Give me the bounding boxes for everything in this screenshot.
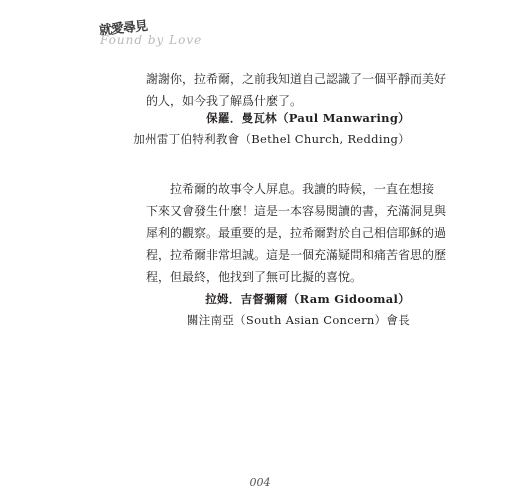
testimonial-2-line: 犀利的觀察。最重要的是，拉希爾對於自己相信耶穌的過 xyxy=(146,226,447,240)
testimonial-1-line: 謝謝你，拉希爾，之前我知道自己認識了一個平靜而美好 xyxy=(146,72,447,86)
testimonial-2-text xyxy=(146,178,447,288)
testimonial-1-affiliation: 加州雷丁伯特利教會（Bethel Church, Redding） xyxy=(133,132,410,146)
testimonial-1-line: 的人，如今我了解爲什麼了。 xyxy=(146,94,303,108)
page-number: 004 xyxy=(249,476,271,489)
testimonial-2-author: 拉姆．吉督彌爾（Ram Gidoomal） xyxy=(205,292,410,306)
testimonial-2-line: 下來又會發生什麼！這是一本容易閱讀的書，充滿洞見與 xyxy=(146,204,447,218)
testimonial-2-affiliation: 關注南亞（South Asian Concern）會長 xyxy=(186,313,410,327)
testimonial-1-text xyxy=(146,68,447,112)
testimonial-1-author: 保羅．曼瓦林（Paul Manwaring） xyxy=(206,111,410,125)
testimonial-2-line: 程，拉希爾非常坦誠。這是一個充滿疑問和痛苦省思的歷 xyxy=(146,248,447,262)
testimonial-2-line: 程，但最終，他找到了無可比擬的喜悅。 xyxy=(146,270,363,284)
testimonial-2-line: 拉希爾的故事令人屏息。我讀的時候，一直在想接 xyxy=(170,182,435,196)
logo-english-title: Found by Love xyxy=(100,33,203,47)
logo-chinese-title: 就愛尋見 xyxy=(98,18,148,39)
book-logo xyxy=(98,18,203,48)
